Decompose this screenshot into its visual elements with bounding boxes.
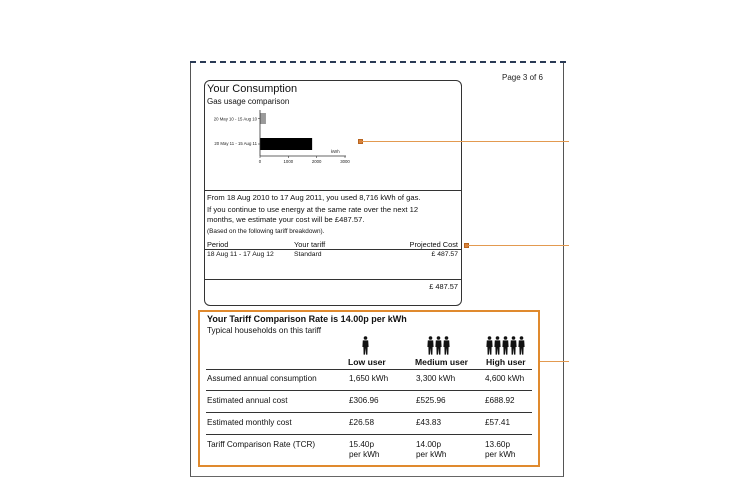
x-tick-label: 3000 [340, 159, 350, 164]
person-icon [362, 336, 369, 356]
cell-high: £57.41 [485, 418, 511, 427]
callout-line-cost [468, 245, 569, 246]
category-label: 20 May 11 - 15 Aug 11 [214, 141, 257, 146]
cell-low-value: 15.40p [349, 440, 375, 449]
person-icon [435, 336, 442, 356]
row-tariff: Standard [294, 251, 322, 258]
bar-0 [260, 113, 266, 124]
row-label: Estimated monthly cost [207, 418, 292, 427]
x-tick-label: 2000 [311, 159, 322, 164]
callout-line-tcr [540, 361, 569, 362]
category-label: 20 May 10 - 15 Aug 10 [213, 116, 257, 122]
low-user-icons [362, 336, 369, 356]
page-top-dashed-edge [190, 61, 566, 64]
row-label: Tariff Comparison Rate (TCR) [207, 440, 316, 449]
cell-low: £26.58 [349, 418, 375, 427]
x-axis-unit-label: kWh [331, 149, 340, 154]
cell-medium-unit: per kWh [416, 450, 447, 459]
row-rule [206, 412, 532, 413]
cell-low: 1,650 kWh [349, 374, 389, 383]
cell-medium [416, 440, 446, 460]
x-tick-label: 0 [258, 159, 262, 164]
row-label: Estimated annual cost [207, 396, 288, 405]
header-period: Period [207, 240, 229, 249]
person-icon [486, 336, 493, 356]
cell-high: 4,600 kWh [485, 374, 525, 383]
bar-1 [260, 138, 312, 150]
column-header-rule [206, 369, 532, 370]
cell-medium-value: 14.00p [416, 440, 442, 449]
usage-summary: From 18 Aug 2010 to 17 Aug 2011, you used 8,716 kWh of gas. [207, 193, 421, 202]
column-medium-user: Medium user [415, 357, 469, 367]
person-icon [502, 336, 509, 356]
cell-medium: £525.96 [416, 396, 446, 405]
tcr-subtitle: Typical households on this tariff [207, 326, 322, 335]
row-cost: £ 487.57 [431, 251, 458, 258]
total-rule [204, 279, 462, 280]
tcr-title: Your Tariff Comparison Rate is 14.00p per kWh [207, 314, 407, 324]
table-header-rule [204, 249, 462, 250]
person-icon [427, 336, 434, 356]
cell-high [485, 440, 515, 460]
gas-usage-chart [200, 108, 370, 173]
cell-high: £688.92 [485, 396, 515, 405]
person-icon [518, 336, 525, 356]
page-number: Page 3 of 6 [502, 73, 543, 82]
high-user-icons [486, 336, 525, 356]
header-your-tariff: Your tariff [294, 240, 326, 249]
cell-low [349, 440, 379, 460]
header-projected-cost: Projected Cost [409, 240, 458, 249]
person-icon [443, 336, 450, 356]
callout-line-chart [362, 141, 569, 142]
cell-low: £306.96 [349, 396, 379, 405]
estimate-text-line1: If you continue to use energy at the same rate over the next 12 [207, 205, 419, 214]
column-low-user: Low user [348, 357, 386, 367]
estimate-text-line2: months, we estimate your cost will be £487.57. [207, 215, 365, 224]
chart-svg [200, 108, 370, 168]
cell-medium: £43.83 [416, 418, 442, 427]
column-high-user: High user [486, 357, 526, 367]
row-label: Assumed annual consumption [207, 374, 317, 383]
person-icon [510, 336, 517, 356]
row-rule [206, 390, 532, 391]
divider [204, 190, 462, 191]
cell-medium: 3,300 kWh [416, 374, 456, 383]
row-period: 18 Aug 11 - 17 Aug 12 [207, 251, 274, 258]
cell-high-value: 13.60p [485, 440, 511, 449]
tariff-note: (Based on the following tariff breakdown). [207, 228, 325, 235]
x-tick-label: 1000 [283, 159, 294, 164]
cell-low-unit: per kWh [349, 450, 380, 459]
consumption-title: Your Consumption [207, 83, 298, 95]
person-icon [494, 336, 501, 356]
medium-user-icons [427, 336, 450, 356]
consumption-subtitle: Gas usage comparison [207, 97, 290, 106]
cell-high-unit: per kWh [485, 450, 516, 459]
total-cost: £ 487.57 [429, 282, 458, 291]
row-rule [206, 434, 532, 435]
